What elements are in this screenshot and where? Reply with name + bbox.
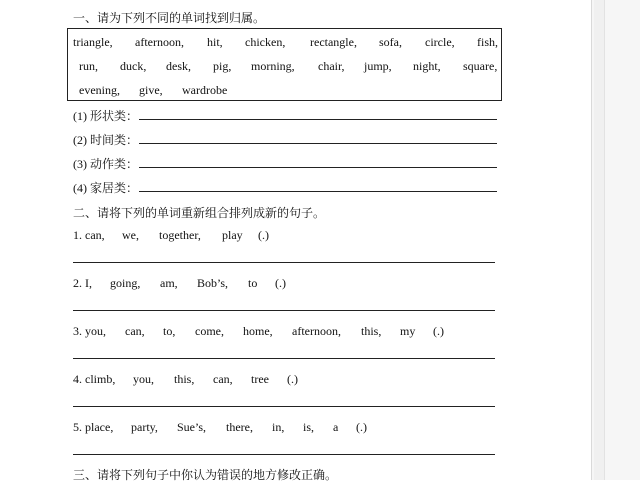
question-word: can,	[125, 324, 145, 338]
category-label: (2) 时间类：	[73, 133, 138, 147]
section3-title: 三、请将下列句子中你认为错误的地方修改正确。	[73, 468, 338, 482]
question-word: a	[333, 420, 339, 434]
question-word: to	[248, 276, 258, 290]
word: run,	[79, 59, 98, 73]
question-word: Sue’s,	[177, 420, 207, 434]
answer-line[interactable]	[139, 143, 497, 144]
section1-title: 一、请为下列不同的单词找到归属。	[73, 11, 266, 25]
answer-line-5[interactable]	[73, 454, 495, 455]
word: fish,	[477, 35, 498, 49]
word: night,	[413, 59, 441, 73]
question-word: 4. climb,	[73, 372, 116, 386]
word: hit,	[207, 35, 223, 49]
word: chicken,	[245, 35, 286, 49]
question-word: (.)	[275, 276, 286, 290]
word: morning,	[251, 59, 295, 73]
word: pig,	[213, 59, 232, 73]
answer-line-2[interactable]	[73, 310, 495, 311]
word: afternoon,	[135, 35, 184, 49]
question-word: can,	[213, 372, 233, 386]
question-word: there,	[226, 420, 253, 434]
question-word: 2. I,	[73, 276, 92, 290]
word: jump,	[364, 59, 392, 73]
word: give,	[139, 83, 163, 97]
word: chair,	[318, 59, 345, 73]
answer-line[interactable]	[139, 167, 497, 168]
word: wardrobe	[182, 83, 228, 97]
question-word: (.)	[287, 372, 298, 386]
question-word: come,	[195, 324, 224, 338]
word-row-3	[68, 83, 501, 99]
question-word: you,	[133, 372, 154, 386]
word-row-1	[68, 35, 501, 51]
question-word: party,	[131, 420, 158, 434]
word: desk,	[166, 59, 191, 73]
question-word: afternoon,	[292, 324, 341, 338]
question-word: 3. you,	[73, 324, 106, 338]
word: circle,	[425, 35, 455, 49]
question-word: (.)	[258, 228, 269, 242]
category-label: (3) 动作类：	[73, 157, 138, 171]
question-word: home,	[243, 324, 273, 338]
question-word: (.)	[433, 324, 444, 338]
question-word: 1. can,	[73, 228, 105, 242]
question-word: this,	[174, 372, 195, 386]
category-label: (1) 形状类：	[73, 109, 138, 123]
question-word: Bob’s,	[197, 276, 229, 290]
section2-title: 二、请将下列的单词重新组合排列成新的句子。	[73, 206, 326, 220]
vertical-scrollbar[interactable]	[591, 0, 640, 480]
word: square,	[463, 59, 498, 73]
word-row-2	[68, 59, 501, 75]
question-word: this,	[361, 324, 382, 338]
question-word: tree	[251, 372, 269, 386]
question-word: to,	[163, 324, 176, 338]
question-word: we,	[122, 228, 139, 242]
word: sofa,	[379, 35, 402, 49]
question-word: in,	[272, 420, 285, 434]
word: triangle,	[73, 35, 113, 49]
question-word: going,	[110, 276, 141, 290]
answer-line[interactable]	[139, 191, 497, 192]
question-word: my	[400, 324, 416, 338]
answer-line[interactable]	[139, 119, 497, 120]
question-word: am,	[160, 276, 178, 290]
word-box	[67, 28, 502, 101]
question-word: is,	[303, 420, 315, 434]
word: rectangle,	[310, 35, 357, 49]
answer-line-4[interactable]	[73, 406, 495, 407]
question-word: play	[222, 228, 243, 242]
word: evening,	[79, 83, 120, 97]
question-word: (.)	[356, 420, 367, 434]
answer-line-3[interactable]	[73, 358, 495, 359]
scrollbar-track[interactable]	[594, 0, 605, 480]
question-word: together,	[159, 228, 201, 242]
category-label: (4) 家居类：	[73, 181, 138, 195]
word: duck,	[120, 59, 147, 73]
answer-line-1[interactable]	[73, 262, 495, 263]
question-word: 5. place,	[73, 420, 114, 434]
